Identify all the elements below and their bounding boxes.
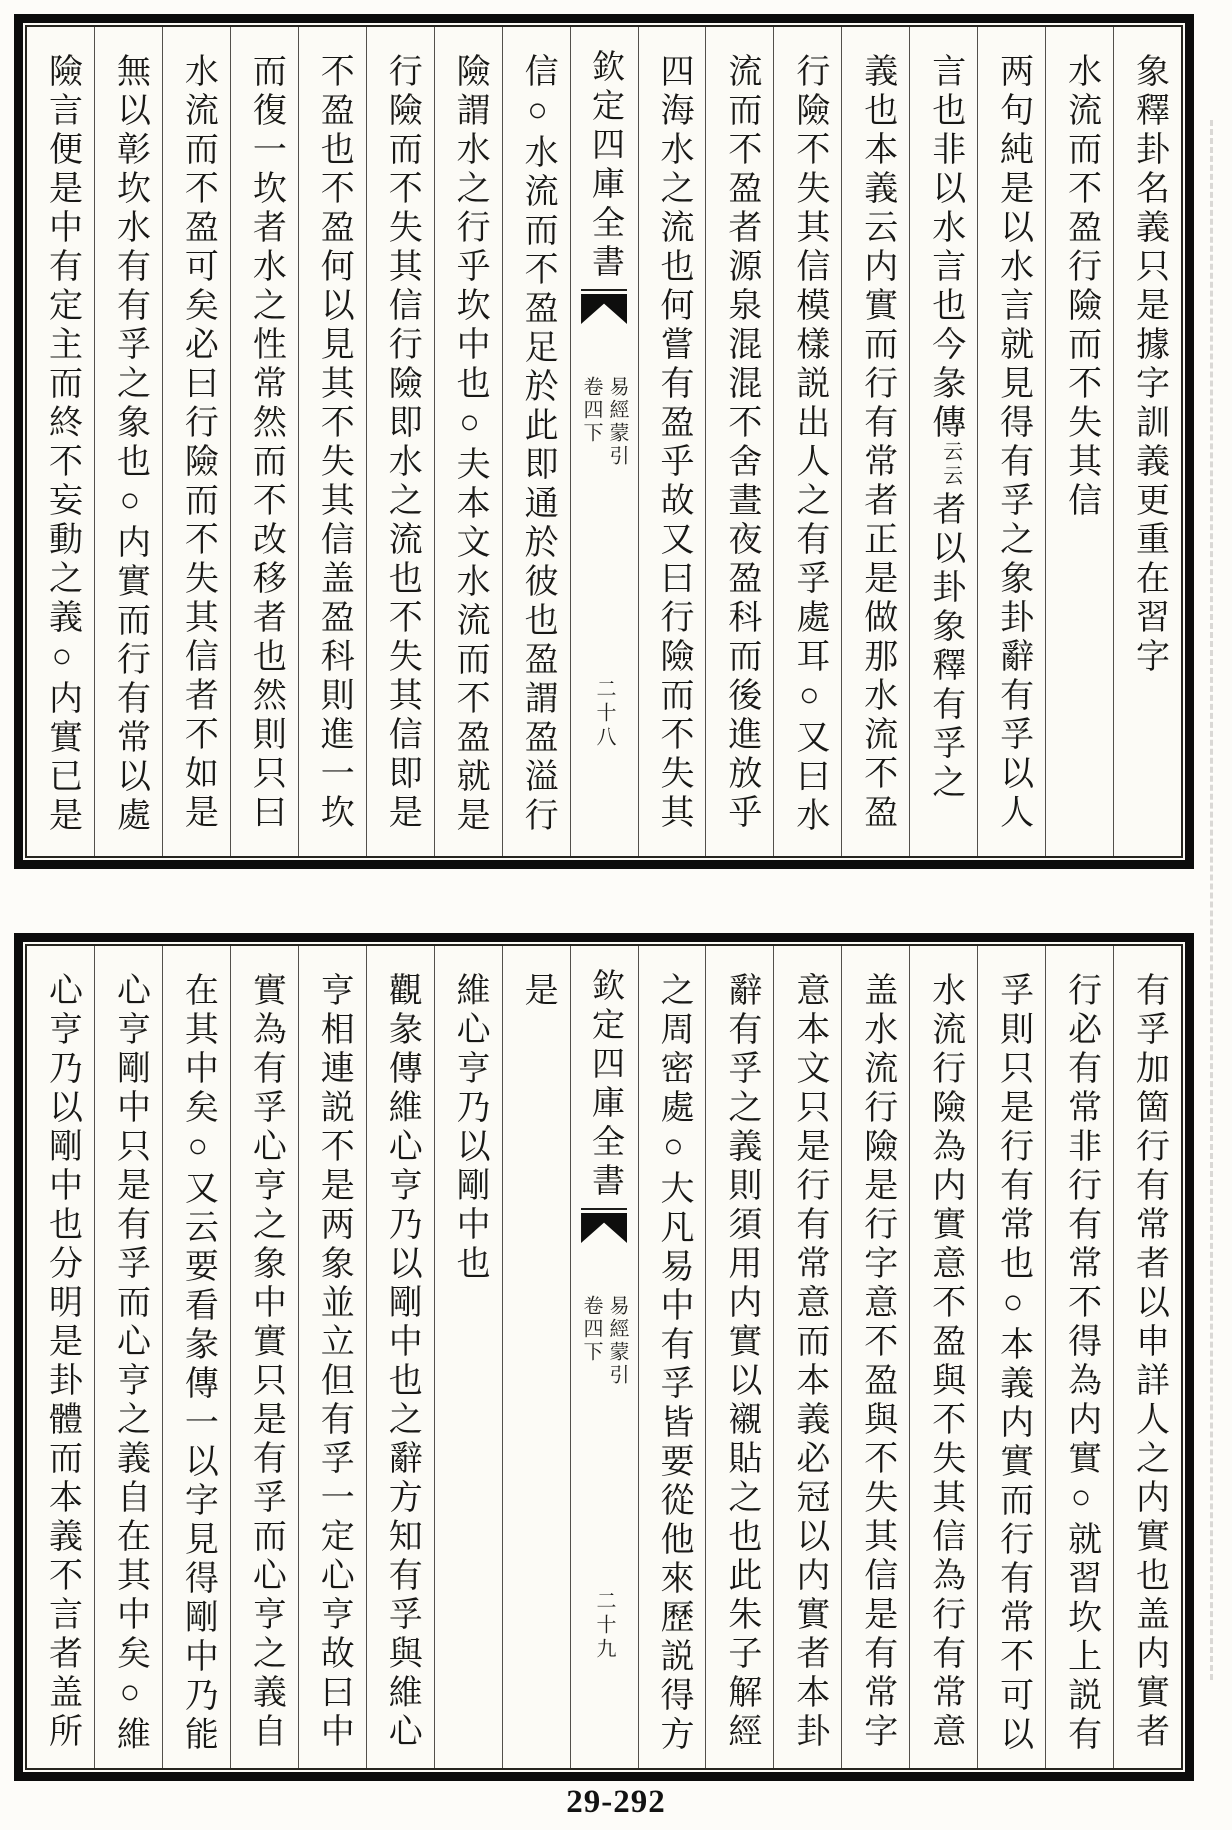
fishtail-mark: [581, 289, 627, 324]
text-column: [1045, 27, 1113, 856]
text-column: [909, 946, 977, 1768]
text-column: [638, 27, 706, 856]
banxin-column: [570, 27, 638, 856]
column-text: [654, 946, 690, 1755]
banxin-labels: [571, 376, 638, 468]
text-column: [94, 946, 162, 1768]
column-text: [110, 946, 149, 1755]
banxin-book-title: 易經蒙引: [606, 376, 629, 468]
interlinear-note: 云云: [939, 441, 962, 489]
column-text-run: 两句純是以水言就見得有孚之象卦辭有孚以人: [994, 53, 1032, 833]
column-text-run: 實為有孚心亨之象中實只是有孚而心亨之義自: [247, 972, 285, 1752]
column-text-run: 孚則只是行有常也○本義内實而行有常不可以: [994, 972, 1032, 1755]
banxin-column: [570, 946, 638, 1768]
column-text-run: 險言便是中有定主而終不妄動之義○内實已是: [43, 53, 81, 836]
banxin-volume-label: 卷四下: [580, 376, 603, 445]
column-text-run: 水流行險為内實意不盈與不失其信為行有常意: [926, 972, 964, 1752]
column-text: [926, 946, 962, 1752]
text-column: [27, 946, 94, 1768]
text-column: [705, 27, 773, 856]
column-text: [178, 946, 217, 1755]
text-column: [162, 27, 230, 856]
column-text-run: 是: [519, 972, 557, 1011]
column-text: [43, 27, 79, 836]
column-text-run: 水流而不盈可矣必曰行險而不失其信者不如是: [179, 53, 217, 833]
column-text: [1130, 27, 1166, 677]
column-text: [722, 946, 758, 1752]
column-text-run: 盖水流行險是行字意不盈與不失其信是有常字: [858, 972, 896, 1752]
column-text-run: 心亨剛中只是有孚而心亨之義自在其中矣○維: [111, 972, 149, 1755]
text-column: [1045, 946, 1113, 1768]
page-edge-line: [1210, 120, 1213, 1680]
column-text: [314, 946, 353, 1752]
column-text: [790, 27, 826, 836]
column-text: [518, 27, 557, 836]
column-text: [1062, 946, 1098, 1755]
text-column: [977, 27, 1045, 856]
column-text: [654, 27, 690, 833]
banxin-book-title: 易經蒙引: [606, 1295, 629, 1387]
column-text-run: 有孚加箇行有常者以申詳人之内實也盖内實者: [1130, 972, 1168, 1752]
page-number: 29-292: [566, 1784, 666, 1820]
column-text: [382, 27, 421, 833]
column-text-run: 言也非以水言也今彖傳: [926, 53, 964, 443]
column-text-run: 者以卦象釋有孚之: [926, 491, 964, 803]
column-text: [178, 27, 217, 833]
text-column: [298, 946, 366, 1768]
banxin-title: 欽定四庫全書: [587, 968, 624, 1202]
text-column: [1113, 27, 1181, 856]
column-text: [858, 946, 894, 1752]
column-text-run: 維心亨乃以剛中也: [451, 972, 489, 1284]
column-text-run: 之周密處○大凡易中有孚皆要從他來歷説得方: [654, 972, 692, 1755]
text-column: [841, 27, 909, 856]
column-text-run: 行必有常非行有常不得為内實○就習坎上説有: [1062, 972, 1100, 1755]
text-column: [366, 27, 434, 856]
column-text: [1062, 27, 1098, 521]
text-column: [502, 27, 570, 856]
text-columns: [27, 946, 1181, 1768]
text-column: [162, 946, 230, 1768]
column-text: [994, 946, 1030, 1755]
fishtail-icon: [581, 294, 627, 324]
text-column: [298, 27, 366, 856]
column-text: [1130, 946, 1166, 1752]
text-column: [841, 946, 909, 1768]
column-text-run: 無以彰坎水有有孚之象也○内實而行有常以處: [111, 53, 149, 836]
folio-number: 二十八: [593, 678, 616, 750]
text-column: [977, 946, 1045, 1768]
text-column: [502, 946, 570, 1768]
banxin-labels: [571, 1295, 638, 1387]
column-text-run: 水流而不盈行險而不失其信: [1062, 53, 1100, 521]
column-text-run: 辭有孚之義則須用内實以襯貼之也此朱子解經: [722, 972, 760, 1752]
inner-frame: [25, 25, 1183, 858]
text-column: [773, 946, 841, 1768]
text-column: [638, 946, 706, 1768]
column-text: [110, 27, 149, 836]
column-text-run: 亨相連説不是两象並立但有孚一定心亨故曰中: [315, 972, 353, 1752]
column-text-run: 流而不盈者源泉混混不舍晝夜盈科而後進放乎: [722, 53, 760, 833]
text-column: [705, 946, 773, 1768]
banxin-volume-label: 卷四下: [580, 1295, 603, 1364]
column-text: [246, 946, 285, 1752]
banxin-title: 欽定四庫全書: [587, 49, 624, 283]
column-text-run: 行險而不失其信行險即水之流也不失其信即是: [383, 53, 421, 833]
column-text: [790, 946, 826, 1752]
column-text: [246, 27, 285, 833]
page-block-upper: [14, 14, 1194, 869]
text-column: [366, 946, 434, 1768]
column-text: [43, 946, 79, 1752]
column-text: [382, 946, 421, 1752]
text-column: [27, 27, 94, 856]
text-column: [773, 27, 841, 856]
column-text-run: 而復一坎者水之性常然而不改移者也然則只曰: [247, 53, 285, 833]
fishtail-mark: [581, 1208, 627, 1243]
column-text-run: 象釋卦名義只是據字訓義更重在習字: [1130, 53, 1168, 677]
column-text: [314, 27, 353, 833]
column-text-run: 觀彖傳維心亨乃以剛中也之辭方知有孚與維心: [383, 972, 421, 1752]
column-text: [722, 27, 758, 833]
text-column: [434, 27, 502, 856]
column-text: [926, 27, 962, 803]
column-text-run: 意本文只是行有常意而本義必冠以内實者本卦: [790, 972, 828, 1752]
text-column: [230, 946, 298, 1768]
text-column: [434, 946, 502, 1768]
column-text: [518, 946, 557, 1011]
column-text: [858, 27, 894, 833]
column-text-run: 險謂水之行乎坎中也○夫本文水流而不盈就是: [451, 53, 489, 836]
column-text: [450, 946, 489, 1284]
text-column: [1113, 946, 1181, 1768]
column-text: [450, 27, 489, 836]
text-columns: [27, 27, 1181, 856]
column-text-run: 心亨乃以剛中也分明是卦體而本義不言者盖所: [43, 972, 81, 1752]
column-text-run: 義也本義云内實而行有常者正是做那水流不盈: [858, 53, 896, 833]
inner-frame: [25, 944, 1183, 1770]
text-column: [909, 27, 977, 856]
column-text-run: 四海水之流也何嘗有盈乎故又曰行險而不失其: [654, 53, 692, 833]
text-column: [94, 27, 162, 856]
column-text: [994, 27, 1030, 833]
column-text-run: 不盈也不盈何以見其不失其信盖盈科則進一坎: [315, 53, 353, 833]
column-text-run: 信○水流而不盈足於此即通於彼也盈謂盈溢行: [519, 53, 557, 836]
page-block-lower: [14, 933, 1194, 1781]
fishtail-icon: [581, 1213, 627, 1243]
folio-number: 二十九: [593, 1590, 616, 1662]
column-text-run: 在其中矣○又云要看彖傳一以字見得剛中乃能: [179, 972, 217, 1755]
text-column: [230, 27, 298, 856]
column-text-run: 行險不失其信模樣説出人之有孚處耳○又曰水: [790, 53, 828, 836]
